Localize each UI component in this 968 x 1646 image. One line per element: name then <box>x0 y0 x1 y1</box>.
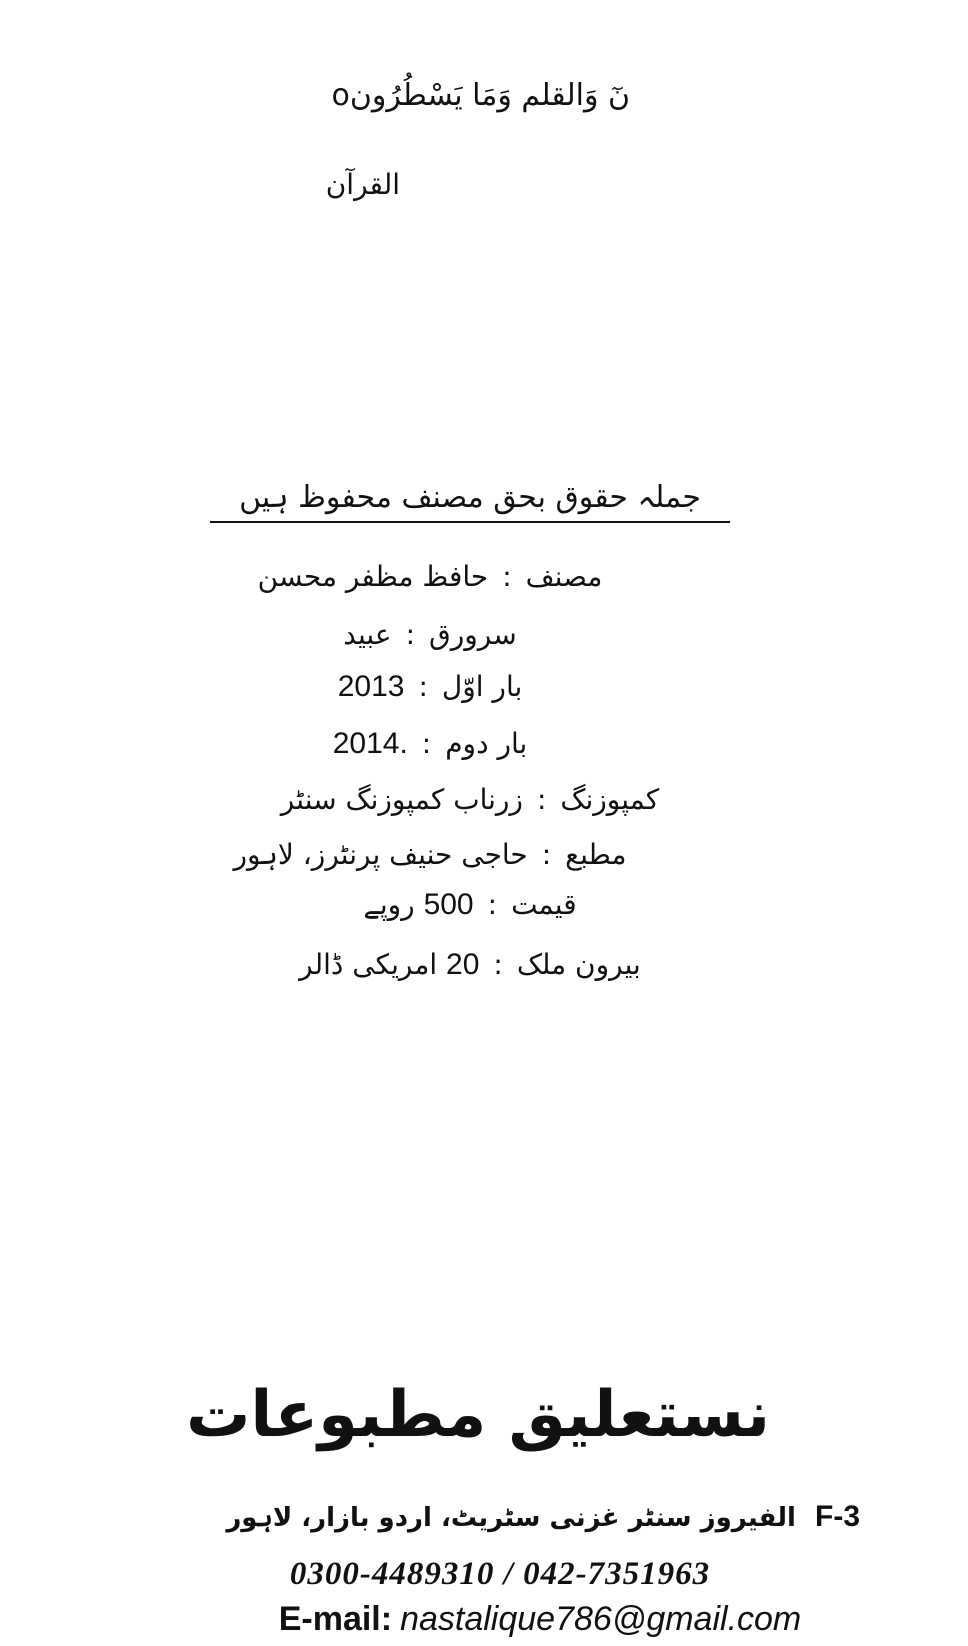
separator: : <box>541 838 552 871</box>
author-value: حافظ مظفر محسن <box>257 560 489 593</box>
separator: : <box>421 727 432 760</box>
email-label: E-mail: <box>278 1600 393 1638</box>
quran-verse: نٓ وَالقلم وَمَا یَسْطُرُونo <box>331 78 630 113</box>
email-line <box>200 1600 880 1639</box>
cover-label: سرورق <box>429 618 517 651</box>
composing-value: زرناب کمپوزنگ سنٹر <box>280 783 523 816</box>
copyright-notice: جملہ حقوق بحق مصنف محفوظ ہیں <box>210 480 730 523</box>
publisher-address <box>170 1500 860 1534</box>
separator: : <box>536 783 547 816</box>
separator: : <box>487 888 498 921</box>
separator: : <box>493 948 503 981</box>
separator: : <box>502 560 512 593</box>
price-unit: روپے <box>363 888 415 921</box>
printer-value: حاجی حنیف پرنٹرز، لاہور <box>233 838 528 871</box>
printer-row <box>150 838 710 871</box>
cover-value: عبید <box>343 618 392 651</box>
second-edition-year: 2014. <box>332 727 408 760</box>
first-edition-year: 2013 <box>337 670 405 703</box>
price-label: قیمت <box>511 888 577 921</box>
second-edition-row <box>150 727 710 761</box>
email-link[interactable]: nastalique786@gmail.com <box>400 1600 802 1638</box>
foreign-price-label: بیرون ملک <box>516 948 641 981</box>
printer-label: مطبع <box>565 838 627 871</box>
address-text: الفیروز سنٹر غزنی سٹریٹ، اردو بازار، لاہور <box>226 1503 796 1533</box>
price-number: 500 <box>423 888 474 921</box>
cover-row <box>150 618 710 651</box>
publisher-name: نستعلیق مطبوعات <box>186 1378 770 1452</box>
composing-label: کمپوزنگ <box>560 783 660 816</box>
separator: : <box>405 618 416 651</box>
address-code: F-3 <box>815 1500 860 1533</box>
author-label: مصنف <box>525 560 603 593</box>
separator: : <box>418 670 428 703</box>
foreign-price-number: 20 <box>446 948 480 981</box>
verse-source: القرآن <box>325 168 400 201</box>
phone-numbers: 0300-4489310 / 042-7351963 <box>289 1556 711 1592</box>
foreign-price-row <box>260 948 680 982</box>
second-edition-label: بار دوم <box>445 727 528 760</box>
first-edition-row <box>150 670 710 704</box>
author-row <box>150 560 710 593</box>
price-row <box>300 888 640 922</box>
composing-row <box>230 783 710 816</box>
first-edition-label: بار اوّل <box>441 670 523 703</box>
foreign-price-unit: امریکی ڈالر <box>299 948 438 981</box>
